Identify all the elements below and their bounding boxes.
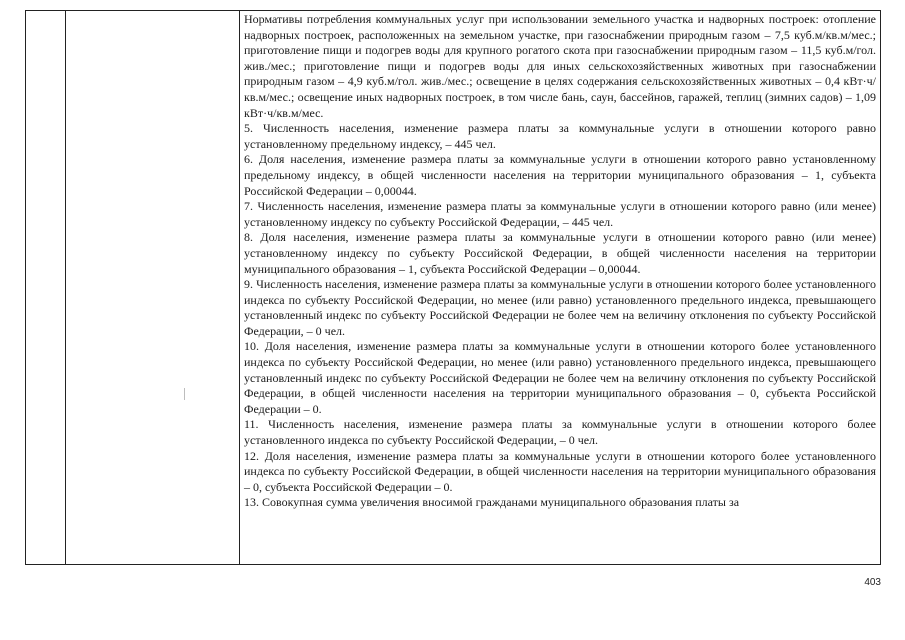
table-column-number bbox=[26, 11, 66, 564]
paragraph-7: 7. Численность населения, изменение размера платы за коммунальные услуги в отношении которого равно (или менее) установленному индексу по субъекту Российской Федерации, – 445 чел. bbox=[244, 199, 876, 229]
scan-artifact-mark bbox=[184, 388, 185, 400]
paragraph-10: 10. Доля населения, изменение размера платы за коммунальные услуги в отношении которого более установленного индекса по субъекту Российской Федерации, но менее (или равно) установленного предельного индекса, превышающего установленный индекс по субъекту Российской Федерации не более чем на величину отклонения по субъекту Российской Федерации, в общей численности населения на территории муниципального образования – 0, субъекта Российской Федерации – 0. bbox=[244, 339, 876, 416]
paragraph-11: 11. Численность населения, изменение размера платы за коммунальные услуги в отношении которого более установленного индекса по субъекту Российской Федерации, – 0 чел. bbox=[244, 417, 876, 448]
table-column-name bbox=[66, 11, 240, 564]
paragraph-9: 9. Численность населения, изменение размера платы за коммунальные услуги в отношении которого более установленного индекса по субъекту Российской Федерации, но менее (или равно) установленного предельного индекса, превышающего установленный индекс по субъекту Российской Федерации не более чем на величину отклонения по субъекту Российской Федерации, – 0 чел. bbox=[244, 277, 876, 338]
paragraph-12: 12. Доля населения, изменение размера платы за коммунальные услуги в отношении которого более установленного индекса по субъекту Российской Федерации, в общей численности населения на территории муниципального образования – 0, субъекта Российской Федерации – 0. bbox=[244, 448, 876, 494]
paragraph-norms: Нормативы потребления коммунальных услуг при использовании земельного участка и надворных построек: отопление надворных построек, расположенных на земельном участке, при газоснабжении природным газом – 7,5 куб.м/кв.м/мес.; приготовление пищи и подогрев воды для крупного рогатого скота при газоснабжении природным газом – 11,5 куб.м/гол. жив./мес.; приготовление пищи и подогрев воды для иных сельскохозяйственных животных при газоснабжении природным газом – 4,9 куб.м/гол. жив./мес.; освещение в целях содержания сельскохозяйственных животных – 0,4 кВт·ч/кв.м/мес.; освещение иных надворных построек, в том числе бань, саун, бассейнов, гаражей, теплиц (зимних садов) – 1,09 кВт·ч/кв.м/мес. bbox=[244, 12, 876, 120]
page-number: 403 bbox=[864, 577, 881, 588]
paragraph-13: 13. Совокупная сумма увеличения вносимой гражданами муниципального образования платы за bbox=[244, 495, 740, 510]
paragraph-6: 6. Доля населения, изменение размера платы за коммунальные услуги в отношении которого равно установленному предельному индексу, в общей численности населения на территории муниципального образования – 1, субъекта Российской Федерации – 0,00044. bbox=[244, 152, 876, 198]
paragraph-5: 5. Численность населения, изменение размера платы за коммунальные услуги в отношении которого равно установленному предельному индексу, – 445 чел. bbox=[244, 121, 876, 151]
document-table bbox=[25, 10, 881, 565]
paragraph-8: 8. Доля населения, изменение размера платы за коммунальные услуги в отношении которого равно (или менее) установленному индексу по субъекту Российской Федерации, в общей численности населения на территории муниципального образования – 1, субъекта Российской Федерации – 0,00044. bbox=[244, 230, 876, 276]
table-column-content bbox=[240, 11, 880, 564]
